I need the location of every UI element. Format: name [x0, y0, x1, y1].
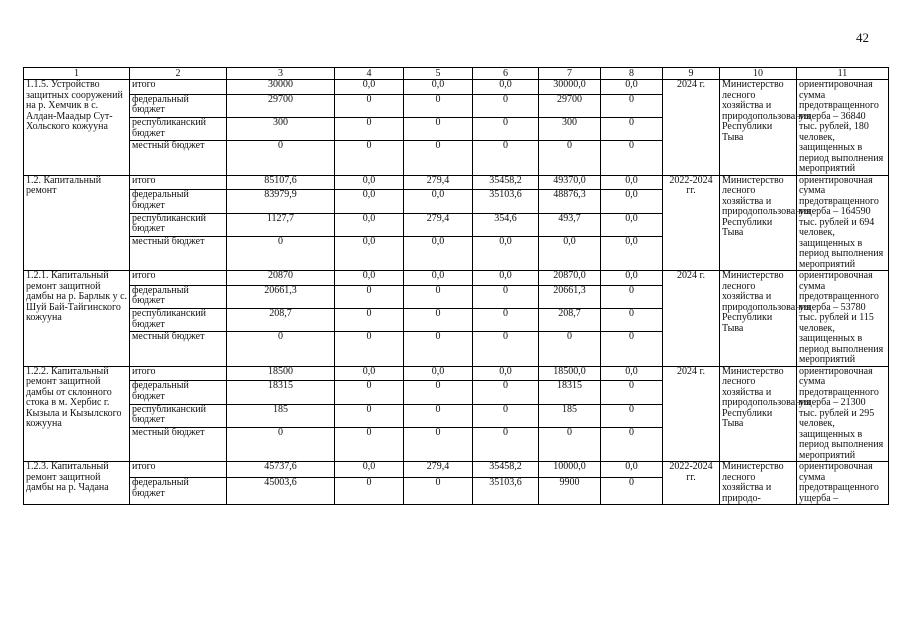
amount-cell: 0 — [227, 332, 335, 366]
amount-cell: 30000 — [227, 80, 335, 95]
expected-result-cell: ориентировочная сумма предотвращенного ущерба – 36840 тыс. рублей, 180 человек, защищенных в период выполнения мероприятий — [797, 80, 889, 176]
amount-cell: 0 — [404, 118, 473, 141]
amount-cell: 35103,6 — [473, 190, 539, 214]
measure-name-cell: 1.2. Капитальный ремонт — [24, 175, 130, 271]
amount-cell: 20661,3 — [539, 285, 601, 309]
amount-cell: 0,0 — [404, 190, 473, 214]
amount-cell: 0 — [404, 285, 473, 309]
amount-cell: 18500 — [227, 366, 335, 381]
amount-cell: 0,0 — [404, 366, 473, 381]
measure-name-cell: 1.2.3. Капитальный ремонт защитной дамбы на р. Чадана — [24, 462, 130, 505]
amount-cell: 0,0 — [404, 236, 473, 270]
amount-cell: 279,4 — [404, 175, 473, 190]
amount-cell: 0 — [601, 332, 663, 366]
amount-cell: 0 — [335, 404, 404, 427]
table-body — [24, 68, 889, 505]
table-row — [24, 80, 889, 95]
amount-cell: 48876,3 — [539, 190, 601, 214]
amount-cell: 208,7 — [539, 309, 601, 332]
amount-cell: 35458,2 — [473, 462, 539, 478]
amount-cell: 20870 — [227, 271, 335, 286]
amount-cell: 0 — [539, 427, 601, 461]
amount-cell: 9900 — [539, 478, 601, 505]
amount-cell: 10000,0 — [539, 462, 601, 478]
amount-cell: 30000,0 — [539, 80, 601, 95]
funding-source-cell: республиканский бюджет — [130, 118, 227, 141]
amount-cell: 0 — [473, 332, 539, 366]
funding-source-cell: итого — [130, 462, 227, 478]
funding-source-cell: итого — [130, 366, 227, 381]
amount-cell: 0 — [601, 118, 663, 141]
amount-cell: 354,6 — [473, 213, 539, 236]
column-number: 3 — [227, 68, 335, 80]
amount-cell: 0 — [335, 118, 404, 141]
amount-cell: 0,0 — [335, 236, 404, 270]
table-row — [24, 366, 889, 381]
expected-result-cell: ориентировочная сумма предотвращенного ущерба – 53780 тыс. рублей и 115 человек, защищенных в период выполнения мероприятий — [797, 271, 889, 367]
funding-source-cell: республиканский бюджет — [130, 213, 227, 236]
amount-cell: 29700 — [227, 94, 335, 118]
amount-cell: 279,4 — [404, 462, 473, 478]
amount-cell: 0,0 — [335, 271, 404, 286]
column-number: 2 — [130, 68, 227, 80]
amount-cell: 0 — [601, 285, 663, 309]
amount-cell: 0 — [404, 94, 473, 118]
amount-cell: 0,0 — [473, 271, 539, 286]
period-cell: 2022-2024 гг. — [663, 175, 720, 271]
measure-name-cell: 1.2.2. Капитальный ремонт защитной дамбы от склонного стока в м. Хербис г. Кызыла и Кызылского кожууна — [24, 366, 130, 462]
amount-cell: 0 — [404, 381, 473, 405]
column-number-row — [24, 68, 889, 80]
amount-cell: 0 — [539, 332, 601, 366]
amount-cell: 0,0 — [335, 462, 404, 478]
amount-cell: 0,0 — [601, 190, 663, 214]
funding-source-cell: местный бюджет — [130, 332, 227, 366]
funding-source-cell: федеральный бюджет — [130, 478, 227, 505]
amount-cell: 0 — [335, 478, 404, 505]
amount-cell: 0 — [473, 381, 539, 405]
amount-cell: 0,0 — [601, 175, 663, 190]
amount-cell: 20661,3 — [227, 285, 335, 309]
amount-cell: 0 — [539, 141, 601, 175]
column-number: 4 — [335, 68, 404, 80]
amount-cell: 0,0 — [335, 366, 404, 381]
amount-cell: 0 — [227, 427, 335, 461]
amount-cell: 0 — [335, 332, 404, 366]
amount-cell: 0 — [335, 381, 404, 405]
amount-cell: 0,0 — [335, 175, 404, 190]
column-number: 7 — [539, 68, 601, 80]
amount-cell: 0 — [473, 141, 539, 175]
executor-cell: Министерство лесного хозяйства и природопользования Республики Тыва — [720, 175, 797, 271]
expected-result-cell: ориентировочная сумма предотвращенного ущерба – 164590 тыс. рублей и 694 человек, защищенных в период выполнения мероприятий — [797, 175, 889, 271]
amount-cell: 18315 — [539, 381, 601, 405]
amount-cell: 0,0 — [601, 366, 663, 381]
amount-cell: 0,0 — [335, 213, 404, 236]
table-row — [24, 271, 889, 286]
column-number: 1 — [24, 68, 130, 80]
amount-cell: 0,0 — [601, 271, 663, 286]
expected-result-cell: ориентировочная сумма предотвращенного ущерба – — [797, 462, 889, 505]
amount-cell: 0,0 — [473, 236, 539, 270]
amount-cell: 83979,9 — [227, 190, 335, 214]
amount-cell: 0 — [601, 141, 663, 175]
amount-cell: 0 — [335, 94, 404, 118]
column-number: 6 — [473, 68, 539, 80]
amount-cell: 0 — [404, 332, 473, 366]
measure-name-cell: 1.2.1. Капитальный ремонт защитной дамбы на р. Барлык у с. Шуй Бай-Тайгинского кожууна — [24, 271, 130, 367]
funding-source-cell: республиканский бюджет — [130, 309, 227, 332]
amount-cell: 1127,7 — [227, 213, 335, 236]
period-cell: 2024 г. — [663, 80, 720, 176]
amount-cell: 0 — [601, 427, 663, 461]
amount-cell: 0 — [601, 381, 663, 405]
funding-source-cell: местный бюджет — [130, 141, 227, 175]
amount-cell: 0,0 — [601, 80, 663, 95]
amount-cell: 279,4 — [404, 213, 473, 236]
executor-cell: Министерство лесного хозяйства и природопользования Республики Тыва — [720, 271, 797, 367]
table-row — [24, 462, 889, 478]
amount-cell: 208,7 — [227, 309, 335, 332]
amount-cell: 0,0 — [335, 80, 404, 95]
amount-cell: 0 — [335, 285, 404, 309]
funding-source-cell: федеральный бюджет — [130, 190, 227, 214]
amount-cell: 0 — [335, 427, 404, 461]
executor-cell: Министерство лесного хозяйства и природопользования Республики Тыва — [720, 80, 797, 176]
column-number: 10 — [720, 68, 797, 80]
period-cell: 2024 г. — [663, 271, 720, 367]
funding-source-cell: федеральный бюджет — [130, 94, 227, 118]
amount-cell: 0 — [601, 478, 663, 505]
amount-cell: 0 — [404, 141, 473, 175]
period-cell: 2024 г. — [663, 366, 720, 462]
expected-result-cell: ориентировочная сумма предотвращенного ущерба – 21300 тыс. рублей и 295 человек, защищенных в период выполнения мероприятий — [797, 366, 889, 462]
funding-source-cell: итого — [130, 175, 227, 190]
funding-source-cell: местный бюджет — [130, 236, 227, 270]
amount-cell: 0 — [227, 141, 335, 175]
amount-cell: 85107,6 — [227, 175, 335, 190]
amount-cell: 49370,0 — [539, 175, 601, 190]
amount-cell: 45737,6 — [227, 462, 335, 478]
amount-cell: 185 — [227, 404, 335, 427]
amount-cell: 0 — [335, 141, 404, 175]
column-number: 5 — [404, 68, 473, 80]
program-financing-table — [23, 67, 889, 505]
amount-cell: 0 — [404, 309, 473, 332]
amount-cell: 35458,2 — [473, 175, 539, 190]
amount-cell: 0 — [473, 94, 539, 118]
funding-source-cell: местный бюджет — [130, 427, 227, 461]
column-number: 8 — [601, 68, 663, 80]
amount-cell: 0 — [601, 94, 663, 118]
amount-cell: 0,0 — [473, 80, 539, 95]
amount-cell: 0,0 — [404, 80, 473, 95]
amount-cell: 0 — [601, 404, 663, 427]
amount-cell: 0 — [473, 118, 539, 141]
amount-cell: 18500,0 — [539, 366, 601, 381]
funding-source-cell: федеральный бюджет — [130, 285, 227, 309]
amount-cell: 0,0 — [404, 271, 473, 286]
funding-source-cell: республиканский бюджет — [130, 404, 227, 427]
funding-source-cell: итого — [130, 80, 227, 95]
funding-source-cell: итого — [130, 271, 227, 286]
amount-cell: 35103,6 — [473, 478, 539, 505]
amount-cell: 20870,0 — [539, 271, 601, 286]
amount-cell: 0 — [404, 427, 473, 461]
funding-source-cell: федеральный бюджет — [130, 381, 227, 405]
amount-cell: 0,0 — [601, 213, 663, 236]
executor-cell: Министерство лесного хозяйства и природо- — [720, 462, 797, 505]
amount-cell: 0 — [404, 404, 473, 427]
amount-cell: 18315 — [227, 381, 335, 405]
amount-cell: 300 — [539, 118, 601, 141]
amount-cell: 0 — [227, 236, 335, 270]
amount-cell: 0 — [473, 309, 539, 332]
amount-cell: 29700 — [539, 94, 601, 118]
period-cell: 2022-2024 гг. — [663, 462, 720, 505]
amount-cell: 185 — [539, 404, 601, 427]
page-number: 42 — [856, 30, 869, 45]
amount-cell: 0,0 — [539, 236, 601, 270]
amount-cell: 45003,6 — [227, 478, 335, 505]
table-row — [24, 175, 889, 190]
amount-cell: 0,0 — [335, 190, 404, 214]
amount-cell: 0 — [473, 427, 539, 461]
amount-cell: 0 — [601, 309, 663, 332]
column-number: 11 — [797, 68, 889, 80]
amount-cell: 493,7 — [539, 213, 601, 236]
amount-cell: 0 — [473, 285, 539, 309]
measure-name-cell: 1.1.5. Устройство защитных сооружений на р. Хемчик в с. Алдан-Маадыр Сут-Хольского кожууна — [24, 80, 130, 176]
amount-cell: 300 — [227, 118, 335, 141]
amount-cell: 0 — [404, 478, 473, 505]
amount-cell: 0,0 — [473, 366, 539, 381]
amount-cell: 0,0 — [601, 462, 663, 478]
amount-cell: 0 — [473, 404, 539, 427]
amount-cell: 0 — [335, 309, 404, 332]
executor-cell: Министерство лесного хозяйства и природопользования Республики Тыва — [720, 366, 797, 462]
amount-cell: 0,0 — [601, 236, 663, 270]
column-number: 9 — [663, 68, 720, 80]
